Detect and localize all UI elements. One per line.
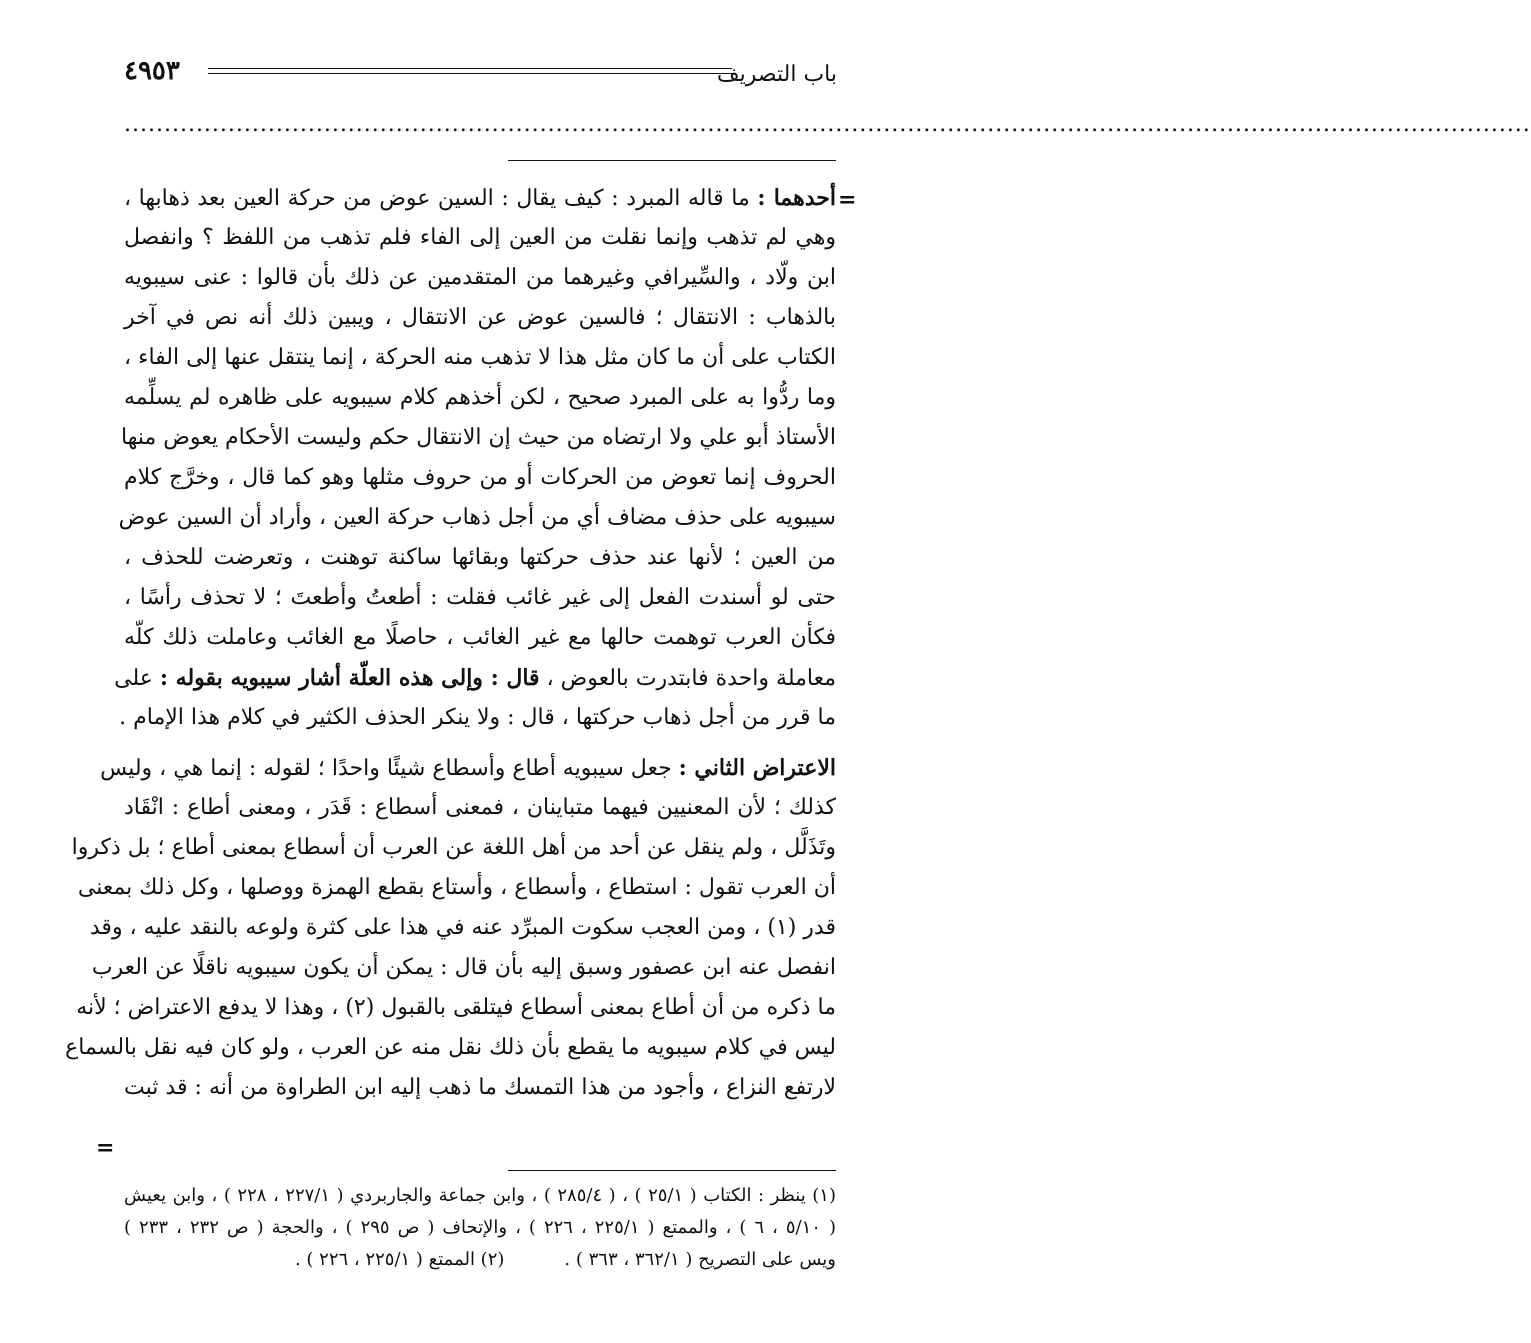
line-text: ما قاله المبرد : كيف يقال : السين عوض من حركة العين بعد ذهابها ،: [124, 186, 758, 211]
text-line: [114, 658, 836, 698]
text-line: كذلك ؛ لأن المعنيين فيهما متباينان ، فمعنى أسطاع : قَدَر ، ومعنى أطاع : انْقَاد: [124, 795, 836, 820]
text-line: وما ردُّوا به على المبرد صحيح ، لكن أخذهم كلام سيبويه على ظاهره لم يسلِّمه: [124, 385, 836, 410]
continuation-mark-top: =: [838, 187, 857, 213]
text-line: [124, 178, 836, 218]
bold-quote: قال : وإلى هذه العلّة أشار سيبويه بقوله :: [159, 665, 540, 691]
footnote-line: ( ٥/١٠ ، ٦ ) ، والممتع ( ٢٢٥/١ ، ٢٢٦ ) ، والإتحاف ( ص ٢٩٥ ) ، والحجة ( ص ٢٣٢ ، ٢٣٣ ): [124, 1217, 836, 1238]
text-line: ما ذكره من أن أطاع بمعنى أسطاع فيتلقى بالقبول (٢) ، وهذا لا يدفع الاعتراض ؛ لأنه: [76, 995, 836, 1020]
text-line: الأستاذ أبو علي ولا ارتضاه من حيث إن الانتقال حكم وليست الأحكام يعوض منها: [121, 425, 836, 450]
paragraph-first-objection: [114, 178, 836, 738]
text-line: سيبويه على حذف مضاف أي من أجل ذهاب حركة العين ، وأراد أن السين عوض: [118, 505, 836, 530]
text-line: حتى لو أسندت الفعل إلى غير غائب فقلت : أطعتُ وأطعتَ ؛ لا تحذف رأسًا ،: [124, 585, 836, 610]
text-line: انفصل عنه ابن عصفور وسبق إليه بأن قال : يمكن أن يكون سيبويه ناقلًا عن العرب: [91, 955, 836, 980]
text-line: أن العرب تقول : استطاع ، وأسطاع ، وأستاع بقطع الهمزة ووصلها ، وكل ذلك بمعنى: [77, 875, 836, 900]
footnote-text: (٢) الممتع ( ٢٢٥/١ ، ٢٢٦ ) .: [294, 1249, 505, 1270]
paragraph-second-objection: [65, 748, 836, 1108]
text-line: الحروف إنما تعوض من الحركات أو من حروف مثلها وهو كما قال ، وخرَّج كلام: [124, 465, 836, 490]
footnote-line: (١) ينظر : الكتاب ( ٢٥/١ ) ، ( ٢٨٥/٤ ) ، وابن جماعة والجاربردي ( ٢٢٧/١ ، ٢٢٨ ) ، وابن يعيش: [124, 1185, 836, 1206]
text-line: لارتفع النزاع ، وأجود من هذا التمسك ما ذهب إليه ابن الطراوة من أنه : قد ثبت: [124, 1075, 836, 1100]
footnote-line: [124, 1244, 836, 1276]
footnote-text: ويس على التصريح ( ٣٦٢/١ ، ٣٦٣ ) .: [564, 1249, 836, 1270]
text-line: فكأن العرب توهمت حالها مع غير الغائب ، حاصلًا مع الغائب وعاملت ذلك كلّه: [124, 625, 836, 650]
dotted-separator: ................................................................................................................................................................................: [124, 112, 1531, 137]
text-line: [100, 748, 836, 788]
footnotes: [124, 1180, 836, 1276]
text-line: ليس في كلام سيبويه ما يقطع بأن ذلك نقل منه عن العرب ، ولو كان فيه نقل بالسماع: [65, 1035, 836, 1060]
continuation-mark-bottom: =: [96, 1135, 115, 1161]
text-line: وهي لم تذهب وإنما نقلت من العين إلى الفاء فلم تذهب من اللفظ ؟ وانفصل: [124, 225, 836, 250]
text-line: الكتاب على أن ما كان مثل هذا لا تذهب منه الحركة ، إنما ينتقل عنها إلى الفاء ،: [124, 345, 836, 370]
line-text: على: [114, 666, 160, 691]
line-text: معاملة واحدة فابتدرت بالعوض ،: [539, 666, 836, 691]
paragraph-lead: أحدهما :: [757, 185, 836, 211]
text-line: من العين ؛ لأنها عند حذف حركتها وبقائها ساكنة توهنت ، وتعرضت للحذف ،: [124, 545, 836, 570]
text-line: وتَذَلَّل ، ولم ينقل عن أحد من أهل اللغة عن العرب أن أسطاع بمعنى أطاع ؛ بل ذكروا: [71, 835, 836, 860]
paragraph-lead: الاعتراض الثاني :: [678, 755, 836, 781]
paragraph-gap: [124, 738, 836, 748]
body-text: [65, 178, 836, 1108]
text-line: قدر (١) ، ومن العجب سكوت المبرِّد عنه في هذا على كثرة ولوعه بالنقد عليه ، وقد: [89, 915, 836, 940]
section-rule: [508, 160, 836, 161]
text-line: ابن ولّاد ، والسِّيرافي وغيرهما من المتقدمين عن ذلك بأن قالوا : عنى سيبويه: [124, 265, 836, 290]
page-number: ٤٩٥٣: [124, 56, 180, 86]
line-text: جعل سيبويه أطاع وأسطاع شيئًا واحدًا ؛ لقوله : إنما هي ، وليس: [100, 756, 679, 781]
header-rule: [208, 68, 732, 74]
text-line: ما قرر من أجل ذهاب حركتها ، قال : ولا ينكر الحذف الكثير في كلام هذا الإمام .: [119, 705, 836, 730]
footnote-rule: [508, 1170, 836, 1171]
running-title: باب التصريف: [716, 62, 837, 87]
text-line: بالذهاب : الانتقال ؛ فالسين عوض عن الانتقال ، ويبين ذلك أنه نص في آخر: [124, 305, 836, 330]
